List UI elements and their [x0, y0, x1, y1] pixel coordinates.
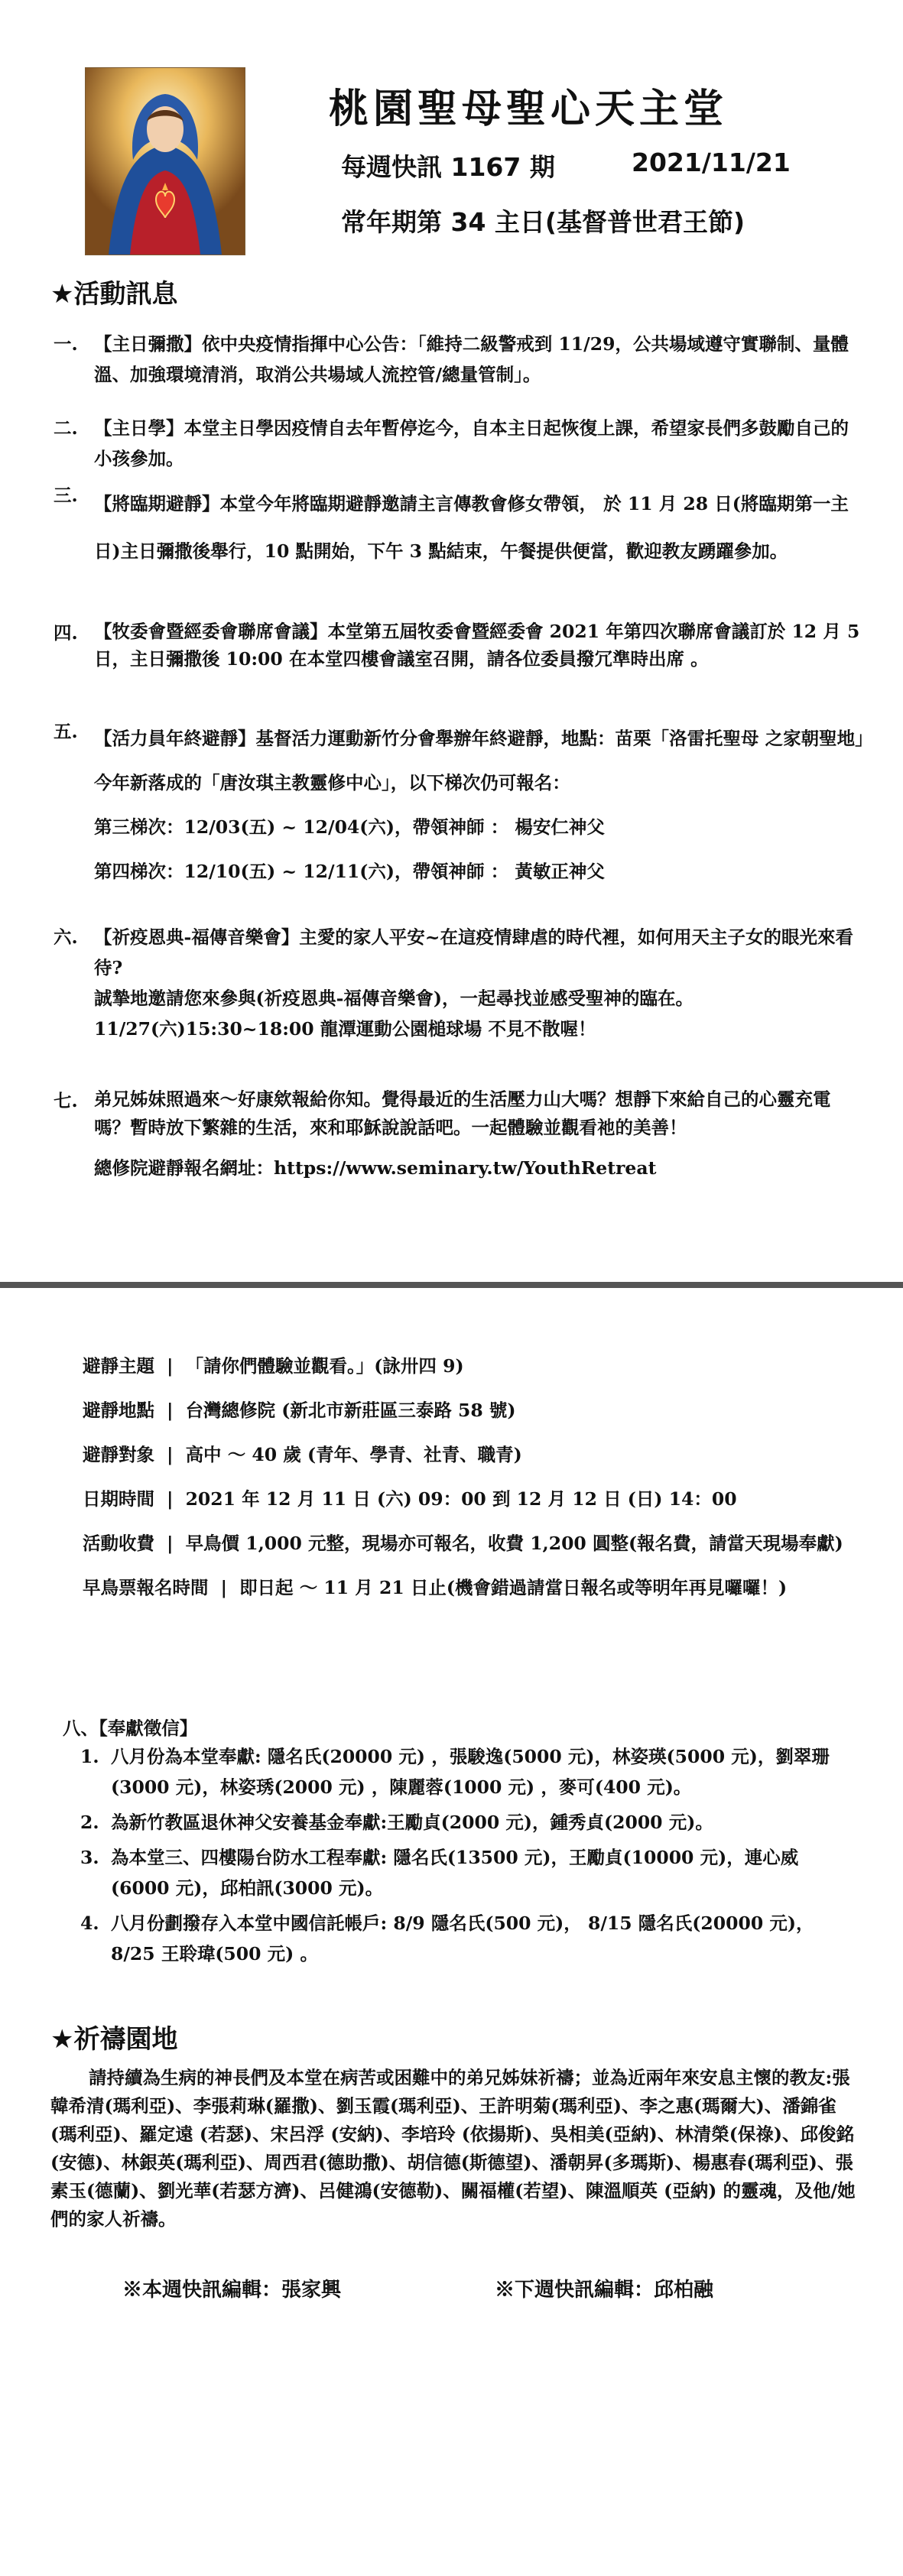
activity-item — [54, 618, 864, 673]
activity-item — [54, 480, 864, 575]
retreat-value: 即日起 ～ 11 月 21 日止(機會錯過請當日報名或等明年再見囉囉！) — [239, 1577, 788, 1598]
offering-text: 八月份劃撥存入本堂中國信託帳戶: 8/9 隱名氏(500 元)， 8/15 隱名氏(20000 元)，8/25 王聆瑋(500 元) 。 — [111, 1913, 814, 1964]
editors-line — [122, 2274, 810, 2302]
retreat-row — [83, 1523, 855, 1564]
liturgical-sunday: 常年期第 34 主日(基督普世君王節) — [341, 207, 745, 237]
offering-number: 3. — [80, 1847, 99, 1868]
activities-heading: ★活動訊息 — [50, 279, 178, 310]
item-text: 【活力員年終避靜】基督活力運動新竹分會舉辦年終避靜，地點：苗栗「洛雷托聖母 之家朝聖地」今年新落成的「唐汝琪主教靈修中心」，以下梯次仍可報名： — [94, 728, 864, 793]
retreat-row — [83, 1478, 855, 1520]
retreat-label: 避靜地點 — [83, 1400, 154, 1421]
issue-date: 2021/11/21 — [632, 148, 791, 177]
activity-item — [54, 413, 864, 474]
offering-item — [80, 1842, 853, 1903]
prayer-text: 請持續為生病的神長們及本堂在病苦或困難中的弟兄姊妹祈禱；並為近兩年來安息主懷的教友:張韓希清(瑪利亞)、李張莉琳(羅撒)、劉玉霞(瑪利亞)、王許明菊(瑪利亞)、李之惠(瑪爾大)、潘錦雀(瑪利亞)、羅定遠 (若瑟)、宋呂浮 (安納)、李培玲 (依揚斯)、吳相美(亞納)、林清榮(保祿)、邱俊銘(安德)、林銀英(瑪利亞)、周西君(德助撒)、胡信德(斯德望)、潘朝昇(多瑪斯)、楊惠春(瑪利亞)、張素玉(德蘭)、劉光華(若瑟方濟)、呂健鴻(安德勒)、關福權(若望)、陳溫順英 (亞納) 的靈魂，及他/她們的家人祈禱。 — [50, 2067, 856, 2230]
retreat-value: 2021 年 12 月 11 日 (六) 09：00 到 12 月 12 日 (日) 14：00 — [185, 1488, 737, 1510]
offering-text: 為本堂三、四樓陽台防水工程奉獻: 隱名氏(13500 元)，王勵貞(10000 元)，連心威(6000 元)，邱柏訊(3000 元)。 — [111, 1847, 799, 1899]
offering-item — [80, 1807, 853, 1838]
offerings-heading: 八、【奉獻徵信】 — [63, 1718, 198, 1739]
retreat-label: 避靜對象 — [83, 1444, 154, 1465]
retreat-label: 早鳥票報名時間 — [83, 1577, 209, 1598]
retreat-separator: | — [167, 1400, 174, 1421]
virgin-mary-portrait — [85, 67, 245, 255]
retreat-value: 「請你們體驗並觀看。」(詠卅四 9) — [185, 1355, 464, 1377]
item-number: 四. — [54, 622, 78, 644]
retreat-value: 早鳥價 1,000 元整，現場亦可報名，收費 1,200 圓整(報名費，請當天現場奉獻) — [185, 1533, 843, 1554]
activity-item — [54, 329, 864, 390]
church-title: 桃園聖母聖心天主堂 — [329, 86, 729, 132]
retreat-value: 台灣總修院 (新北市新莊區三泰路 58 號) — [185, 1400, 516, 1421]
item-number: 一. — [54, 333, 78, 355]
offering-number: 2. — [80, 1812, 99, 1833]
issue-line — [341, 148, 791, 183]
retreat-details — [83, 1345, 855, 1611]
item-text: 【祈疫恩典-福傳音樂會】主愛的家人平安~在這疫情肆虐的時代裡，如何用天主子女的眼光來看待? — [94, 926, 853, 978]
item-number: 三. — [54, 485, 78, 506]
retreat-value: 高中 ～ 40 歲 (青年、學青、社青、職青) — [185, 1444, 522, 1465]
item-number: 六. — [54, 926, 78, 948]
item-text: 【主日彌撒】依中央疫情指揮中心公告：「維持二級警戒到 11/29，公共場域遵守實聯制、量體溫、加強環境清消，取消公共場域人流控管/總量管制」。 — [94, 333, 849, 385]
retreat-separator: | — [167, 1533, 174, 1554]
retreat-separator: | — [167, 1444, 174, 1465]
item-text: 誠摯地邀請您來參與(祈疫恩典-福傳音樂會)，一起尋找並感受聖神的臨在。 — [94, 988, 693, 1009]
offering-text: 八月份為本堂奉獻: 隱名氏(20000 元) ，張駿逸(5000 元)，林姿瑛(5000 元)，劉翠珊(3000 元)，林姿琇(2000 元) ，陳麗蓉(1000 元) ，麥可(400 元)。 — [111, 1746, 830, 1798]
issue-number: 每週快訊 1167 期 — [341, 152, 555, 182]
retreat-separator: | — [167, 1488, 174, 1510]
item-number: 五. — [54, 721, 78, 742]
retreat-row — [83, 1434, 855, 1475]
item-text: 【牧委會暨經委會聯席會議】本堂第五屆牧委會暨經委會 2021 年第四次聯席會議訂於 12 月 5 日，主日彌撒後 10:00 在本堂四樓會議室召開，請各位委員撥冗準時出席 。 — [94, 621, 860, 670]
item-text: 11/27(六)15:30~18:00 龍潭運動公園槌球場 不見不散喔！ — [94, 1018, 596, 1040]
activity-item — [54, 1085, 864, 1183]
retreat-signup-url[interactable]: 總修院避靜報名網址：https://www.seminary.tw/YouthRetreat — [94, 1157, 657, 1179]
item-text: 【主日學】本堂主日學因疫情自去年暫停迄今，自本主日起恢復上課，希望家長們多鼓勵自己的小孩參加。 — [94, 417, 849, 469]
retreat-row — [83, 1567, 855, 1608]
item-text: 弟兄姊妹照過來～好康欸報給你知。覺得最近的生活壓力山大嗎？想靜下來給自己的心靈充電嗎？暫時放下繁雜的生活，來和耶穌說說話吧。一起體驗並觀看祂的美善！ — [94, 1088, 831, 1138]
item-text: 第三梯次：12/03(五) ~ 12/04(六)，帶領神師 ： 楊安仁神父 — [94, 816, 605, 838]
prayer-heading: ★祈禱園地 — [50, 2024, 178, 2055]
activity-item — [54, 716, 864, 894]
item-number: 七. — [54, 1090, 78, 1111]
retreat-label: 避靜主題 — [83, 1355, 154, 1377]
retreat-row — [83, 1345, 855, 1387]
retreat-label: 活動收費 — [83, 1533, 154, 1554]
item-number: 二. — [54, 417, 78, 439]
offerings-list — [80, 1741, 853, 1974]
offering-number: 4. — [80, 1913, 99, 1934]
retreat-separator: | — [220, 1577, 228, 1598]
activity-item — [54, 922, 864, 1044]
offering-number: 1. — [80, 1746, 99, 1767]
retreat-row — [83, 1390, 855, 1431]
item-text: 【將臨期避靜】本堂今年將臨期避靜邀請主言傳教會修女帶領， 於 11 月 28 日(將臨期第一主日)主日彌撒後舉行，10 點開始，下午 3 點結束，午餐提供便當，歡迎教友踴躍參加。 — [94, 493, 849, 562]
retreat-separator: | — [167, 1355, 174, 1377]
item-text: 第四梯次：12/10(五) ~ 12/11(六)，帶領神師 ： 黃敏正神父 — [94, 861, 605, 882]
offering-item — [80, 1741, 853, 1802]
this-week-editor: ※本週快訊編輯：張家興 — [122, 2279, 342, 2302]
retreat-label: 日期時間 — [83, 1488, 154, 1510]
next-week-editor: ※下週快訊編輯：邱柏融 — [495, 2279, 714, 2302]
offering-text: 為新竹教區退休神父安養基金奉獻:王勵貞(2000 元)，鍾秀貞(2000 元)。 — [111, 1812, 713, 1833]
offering-item — [80, 1908, 853, 1969]
page-divider — [0, 1282, 903, 1288]
